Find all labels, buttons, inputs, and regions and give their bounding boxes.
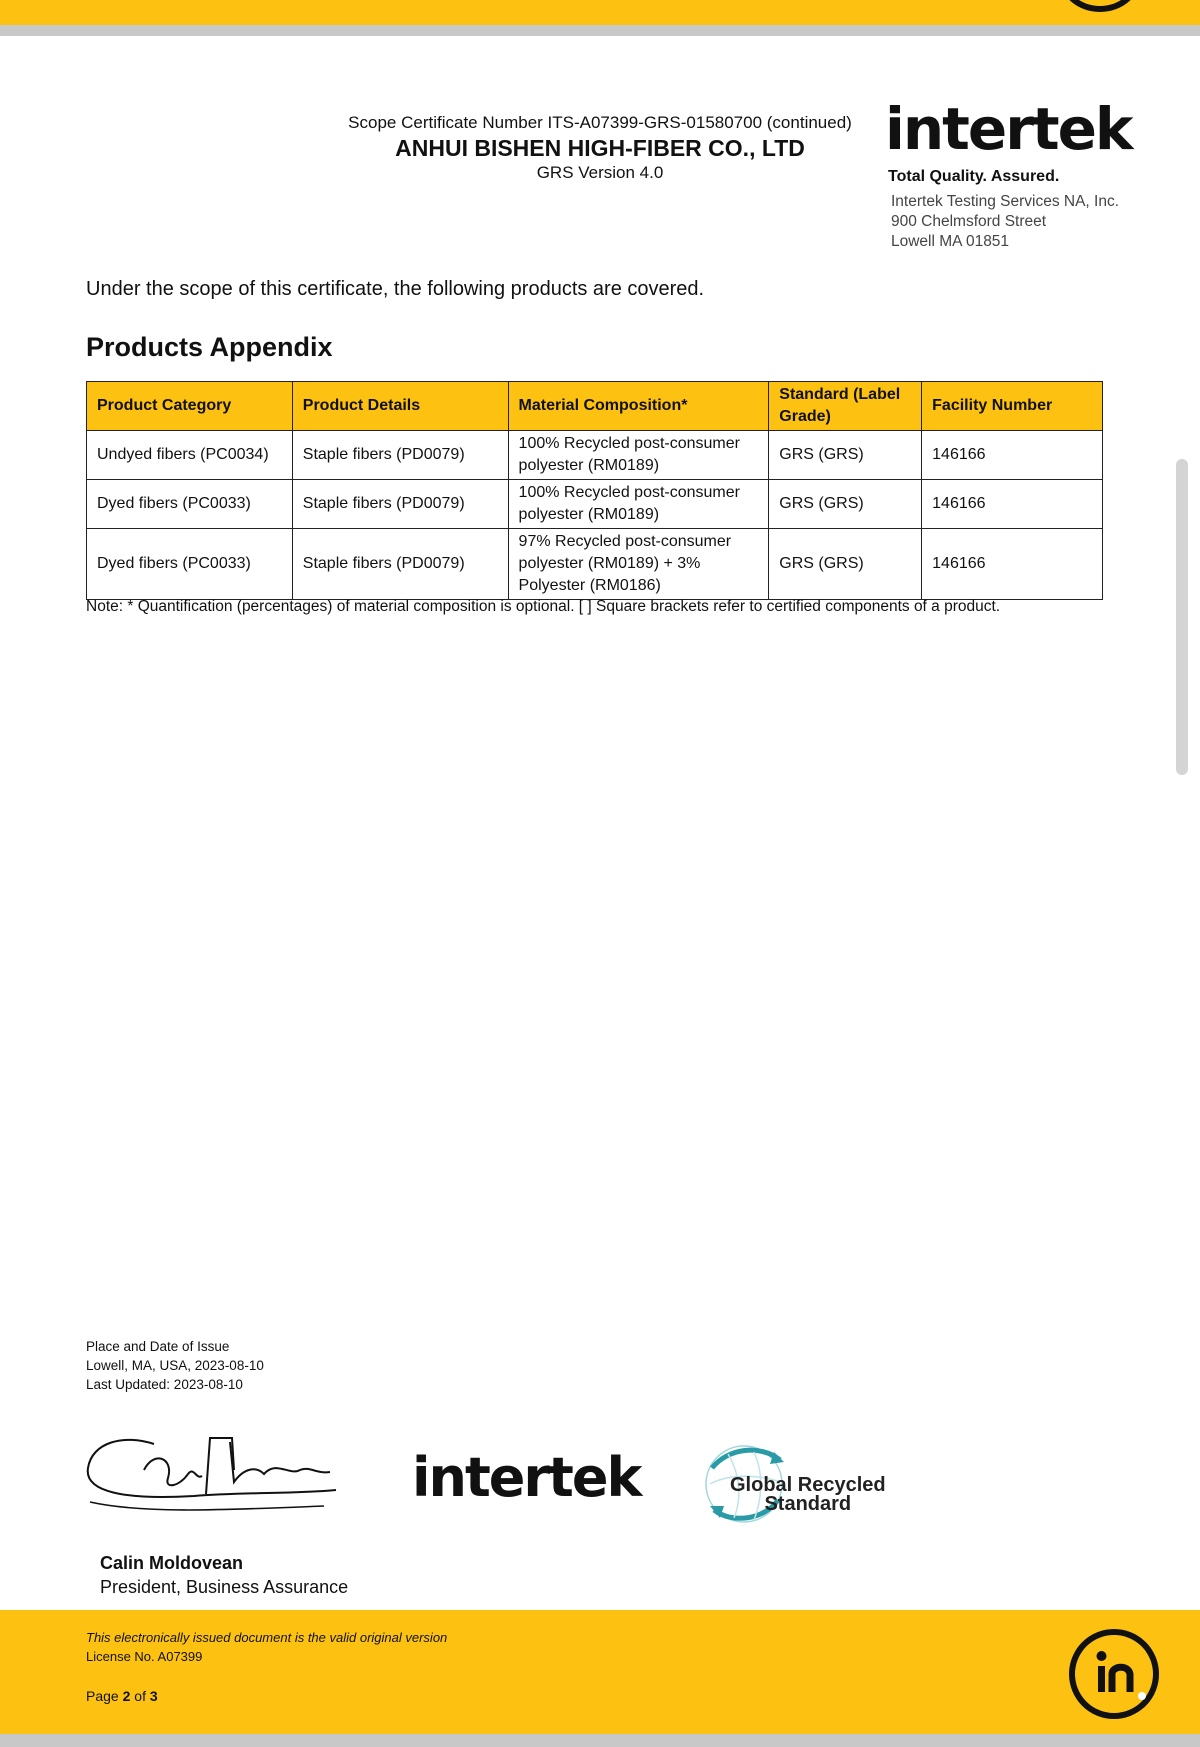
cell-product-category: Dyed fibers (PC0033) [87, 529, 293, 600]
top-yellow-band [0, 0, 1200, 25]
page-prefix: Page [86, 1688, 123, 1704]
address-line: 900 Chelmsford Street [891, 213, 1047, 230]
intertek-address [891, 192, 1119, 252]
table-note: Note: * Quantification (percentages) of material composition is optional. [ ] Square brackets refer to certified components of a product. [86, 598, 1001, 615]
certificate-number: Scope Certificate Number ITS-A07399-GRS-01580700 (continued) [348, 113, 852, 132]
license-number: License No. A07399 [86, 1649, 203, 1664]
table-row [87, 529, 1103, 600]
brand-tagline: Total Quality. Assured. [888, 168, 1060, 185]
products-appendix-title: Products Appendix [86, 332, 333, 362]
grs-logo-line: Standard [764, 1493, 852, 1515]
certificate-header [320, 112, 880, 184]
last-updated: Last Updated: 2023-08-10 [86, 1377, 243, 1392]
table-row [87, 480, 1103, 529]
col-header-facility-number: Facility Number [922, 382, 1103, 431]
products-table [86, 381, 1103, 600]
grs-logo-line: Global Recycled [730, 1474, 886, 1496]
issue-label: Place and Date of Issue [86, 1339, 230, 1354]
page-current: 2 [122, 1688, 131, 1704]
cell-standard: GRS (GRS) [769, 480, 922, 529]
cell-product-category: Undyed fibers (PC0034) [87, 431, 293, 480]
cell-facility-number: 146166 [922, 529, 1103, 600]
table-header-row [87, 382, 1103, 431]
bottom-gray-strip [0, 1734, 1200, 1747]
grs-logo-text [730, 1476, 886, 1514]
cell-material-composition: 100% Recycled post-consumer polyester (RM0189) [508, 480, 769, 529]
top-gray-strip [0, 25, 1200, 36]
cell-product-details: Staple fibers (PD0079) [292, 529, 508, 600]
footer-band [0, 1610, 1200, 1734]
address-line: Lowell MA 01851 [891, 233, 1010, 250]
cell-product-details: Staple fibers (PD0079) [292, 480, 508, 529]
cell-product-details: Staple fibers (PD0079) [292, 431, 508, 480]
page-number [86, 1688, 158, 1704]
cell-product-category: Dyed fibers (PC0033) [87, 480, 293, 529]
cell-standard: GRS (GRS) [769, 529, 922, 600]
signature-image [84, 1430, 340, 1520]
intertek-logo: intertek [885, 95, 1132, 163]
address-line: Intertek Testing Services NA, Inc. [891, 193, 1120, 210]
cell-facility-number: 146166 [922, 431, 1103, 480]
page-mid: of [130, 1688, 150, 1704]
cell-material-composition: 100% Recycled post-consumer polyester (RM0189) [508, 431, 769, 480]
cell-material-composition: 97% Recycled post-consumer polyester (RM0189) + 3% Polyester (RM0186) [508, 529, 769, 600]
issue-place-date: Lowell, MA, USA, 2023-08-10 [86, 1358, 264, 1373]
scope-intro: Under the scope of this certificate, the following products are covered. [86, 278, 705, 300]
vertical-scrollbar[interactable] [1176, 459, 1188, 775]
grs-version: GRS Version 4.0 [536, 163, 664, 182]
cell-facility-number: 146166 [922, 480, 1103, 529]
intertek-signature-logo: intertek [412, 1446, 641, 1509]
table-row [87, 431, 1103, 480]
col-header-product-details: Product Details [292, 382, 508, 431]
validity-statement: This electronically issued document is the valid original version [86, 1630, 448, 1645]
col-header-standard: Standard (Label Grade) [769, 382, 922, 431]
page-total: 3 [149, 1688, 158, 1704]
cell-standard: GRS (GRS) [769, 431, 922, 480]
col-header-product-category: Product Category [87, 382, 293, 431]
intertek-in-icon [1066, 1626, 1162, 1722]
company-name: ANHUI BISHEN HIGH-FIBER CO., LTD [395, 135, 805, 161]
col-header-material-composition: Material Composition* [508, 382, 769, 431]
issue-details [86, 1337, 264, 1394]
signer-name: Calin Moldovean [100, 1553, 244, 1573]
signer-title: President, Business Assurance [100, 1577, 349, 1597]
